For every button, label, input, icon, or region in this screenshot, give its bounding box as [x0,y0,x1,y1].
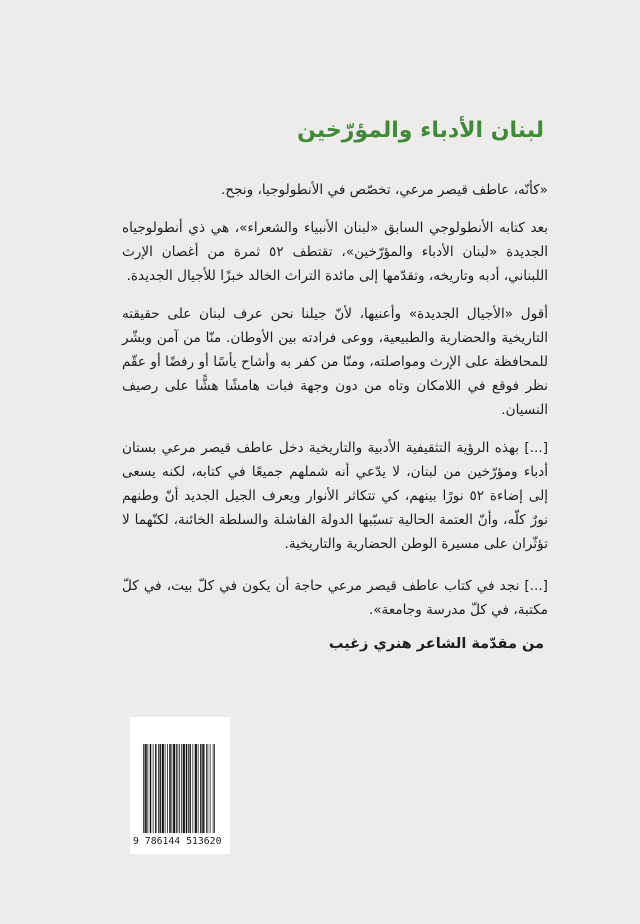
barcode-bar [151,744,152,833]
barcode-bar [188,744,189,833]
barcode-bar [206,744,207,833]
barcode-bar [214,744,215,833]
barcode-bar [181,744,182,833]
blurb [122,178,548,636]
barcode-bar [155,744,156,833]
barcode-bar [204,744,205,833]
barcode-bar [203,744,204,833]
barcode-icon [143,744,215,833]
barcode-bar [174,744,175,833]
isbn-number: 9 786144 513620 [133,836,222,847]
blurb-paragraph-1: «كأنّه، عاطف قيصر مرعي، تخصّص في الأنطولوجيا، ونجح. [220,182,548,198]
barcode-bar [143,744,144,833]
barcode-bar [156,744,157,833]
barcode-bar [153,744,154,833]
barcode-bar [160,744,161,833]
blurb-paragraph-4: [...] بهذه الرؤية التثقيفية الأدبية والتاريخية دخل عاطف قيصر مرعي بستان أدباء ومؤرّخين من لبنان، لا يدّعي أنه شملهم جميعًا في كتابه، لكنه يسعى إلى إضاءة ٥٢ نورًا بينهم، كي تتكاثر الأنوار ويعرف الجيل الجديد أنّ وطنهم نورٌ كلّه، وأنّ العتمة الحالية تسبّبها الدولة الفاشلة والسلطة الخائنة، لكنّهما لا تؤثّران على مسيرة الوطن الحضارية والتاريخية. [122,440,548,552]
blurb-paragraph-2: بعد كتابه الأنطولوجي السابق «لبنان الأنبياء والشعراء»، هي ذي أنطولوجياه الجديدة «لبنان الأدباء والمؤرّخين»، تقتطف ٥٢ ثمرة من أغصان الإرث اللبناني، أدبه وتاريخه، وتقدّمها إلى مائدة التراث الخالد خبزًا للأجيال الجديدة. [122,220,548,284]
barcode-bar [167,744,168,833]
barcode-bar [196,744,197,833]
barcode-bar [160,744,161,833]
barcode-bar [146,744,147,833]
barcode-bar [202,744,203,833]
barcode-bar [176,744,177,833]
barcode-bar [201,744,202,833]
barcode-bar [165,744,166,833]
barcode-bar [190,744,191,833]
attribution: من مقدّمة الشاعر هنري زغيب [328,636,544,652]
barcode-bar [172,744,173,833]
barcode-bar [200,744,201,833]
barcode-bar [190,744,191,833]
barcode-bar [158,744,159,833]
barcode-bar [179,744,180,833]
barcode-bar [186,744,187,833]
barcode-bar [170,744,171,833]
barcode-bar [178,744,179,833]
barcode-bar [210,744,211,833]
barcode-bar [175,744,176,833]
barcode-bar [145,744,146,833]
barcode-bar [184,744,185,833]
barcode-bar [198,744,199,833]
barcode-bar [163,744,164,833]
barcode-bar [150,744,151,833]
barcode-bar [193,744,194,833]
book-title: لبنان الأدباء والمؤرّخين [297,118,544,143]
barcode-bar [169,744,170,833]
barcode-bar [196,744,197,833]
barcode-bar [208,744,209,833]
barcode-bar [173,744,174,833]
blurb-paragraph-5: [...] نجد في كتاب عاطف قيصر مرعي حاجة أن يكون في كلّ بيت، في كلّ مكتبة، في كلّ مدرسة وجامعة». [122,578,548,618]
barcode-bar [148,744,149,833]
barcode-bar [184,744,185,833]
barcode-bar [163,744,164,833]
barcode-bar [162,744,163,833]
barcode-bar [213,744,214,833]
blurb-paragraph-3: أقول «الأجيال الجديدة» وأعنيها، لأنّ جيلنا نحن عرف لبنان على حقيقته التاريخية والحضارية والطبيعية، ووعى فرادته بين الأوطان. منّا من آمن وبشّر للمحافظة على الإرث ومواصلته، ومنّا من كفر به وأشاح يأسًا أو رفضًا أو عقّم نظر فوقع في اللامكان وتاه من دون وجهة فبات هامشًا هشًّا على رصيف النسيان. [122,306,548,418]
barcode-bar [183,744,184,833]
barcode-bar [187,744,188,833]
barcode-bar [145,744,146,833]
barcode-bar [195,744,196,833]
